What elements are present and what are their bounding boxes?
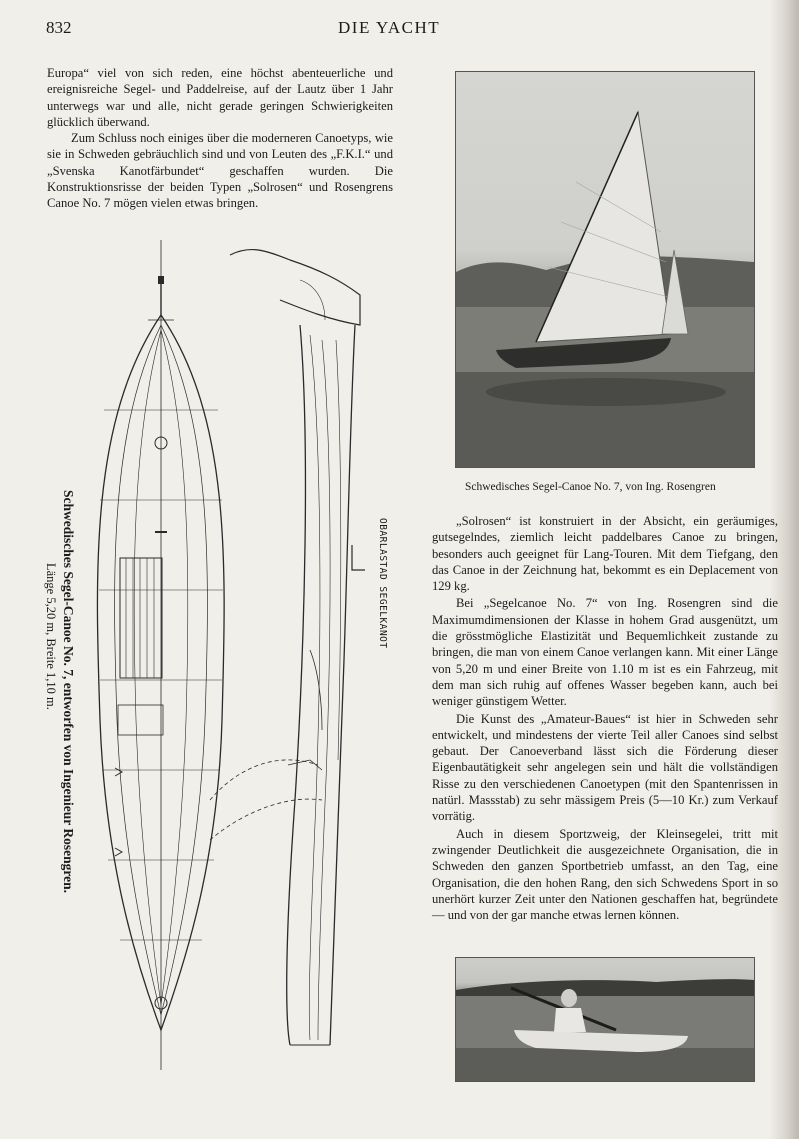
intro-paragraph: Europa“ viel von sich reden, eine höchst abenteuerliche und ereignisreiche Segel- und Paddelreise, auf der Lautz über 1 Jahr unterwegs war und alle, nicht gerade geringen Schwierigkeiten glücklich überwand. [47, 66, 393, 129]
drawing-title: Schwedisches Segel-Canoe No. 7, entworfen von Ingenieur Rosengren. [61, 490, 76, 893]
drawing-dimensions: Länge 5,20 m, Breite 1,10 m. [44, 563, 58, 710]
rudder-icon [158, 276, 164, 284]
article-body [432, 513, 778, 924]
drawing-tag: OBARLASTAD SEGELKANOT [377, 518, 388, 649]
sailing-canoe-photo [455, 71, 755, 468]
kayak-photo [455, 957, 755, 1082]
body-paragraph: Bei „Segelcanoe No. 7“ von Ing. Rosengren sind die Maximumdimensionen der Klasse in hohem Grad ausgenützt, um die grösstmögliche Elastizität und Bequemlichkeit zustande zu bringen, die man von einem Canoe verlangen kann. Mit einer Länge von 5,20 m und einer Breite von 1.10 m ist es ein Fahrzeug, mit dem man sich ruhig auf offenes Wasser begeben kann, auch bei weniger günstigem Wetter. [432, 596, 778, 709]
photo-caption: Schwedisches Segel-Canoe No. 7, von Ing. Rosengren [465, 481, 716, 493]
canoe-construction-plan [60, 240, 410, 1070]
page-number: 832 [46, 18, 72, 37]
intro-paragraph: Zum Schluss noch einiges über die moderneren Canoetyps, wie sie in Schweden gebräuchlich sind und von Leuten des „F.K.I.“ und „Svenska Kanotfärbundet“ geschaffen wurden. Die Konstruktionsrisse der beiden Typen „Solrosen“ und Rosengrens Canoe No. 7 mögen vielen etwas bringen. [47, 131, 393, 211]
intro-text [47, 65, 393, 212]
body-paragraph: „Solrosen“ ist konstruiert in der Absicht, ein geräumiges, gutsegelndes, ziemlich leicht paddelbares Canoe zu bringen, besonders auch geeignet für Lang-Touren. Mit dem Tiefgang, den das Canoe in der Zeichnung hat, bekommt es ein Deplacement von 129 kg. [432, 514, 778, 594]
body-paragraph: Die Kunst des „Amateur-Baues“ ist hier in Schweden sehr entwickelt, und mindestens der vierte Teil aller Canoes sind selbst gebaut. Der Canoeverband lässt sich die Förderung dieser Eigenbautätigkeit sehr angelegen sein und hält die vollständigen Risse zu den verschiedenen Canoetypen (mit den Spantenrissen in natürl. Massstab) zu sehr mässigem Preis (5—10 Kr.) zum Verkauf vorrätig. [432, 711, 778, 824]
journal-title: DIE YACHT [338, 18, 441, 37]
body-paragraph: Auch in diesem Sportzweig, der Kleinsegelei, tritt mit zwingender Deutlichkeit die ausgezeichnete Organisation, die in Schweden den ganzen Sportbetrieb umfasst, an den Tag, eine Organisation, die den hohen Rang, den sich Schwedens Sport in so unerhört kurzer Zeit unter den Nationen geschaffen hat, begründete — und von der gar manche etwas lernen können. [432, 826, 778, 923]
